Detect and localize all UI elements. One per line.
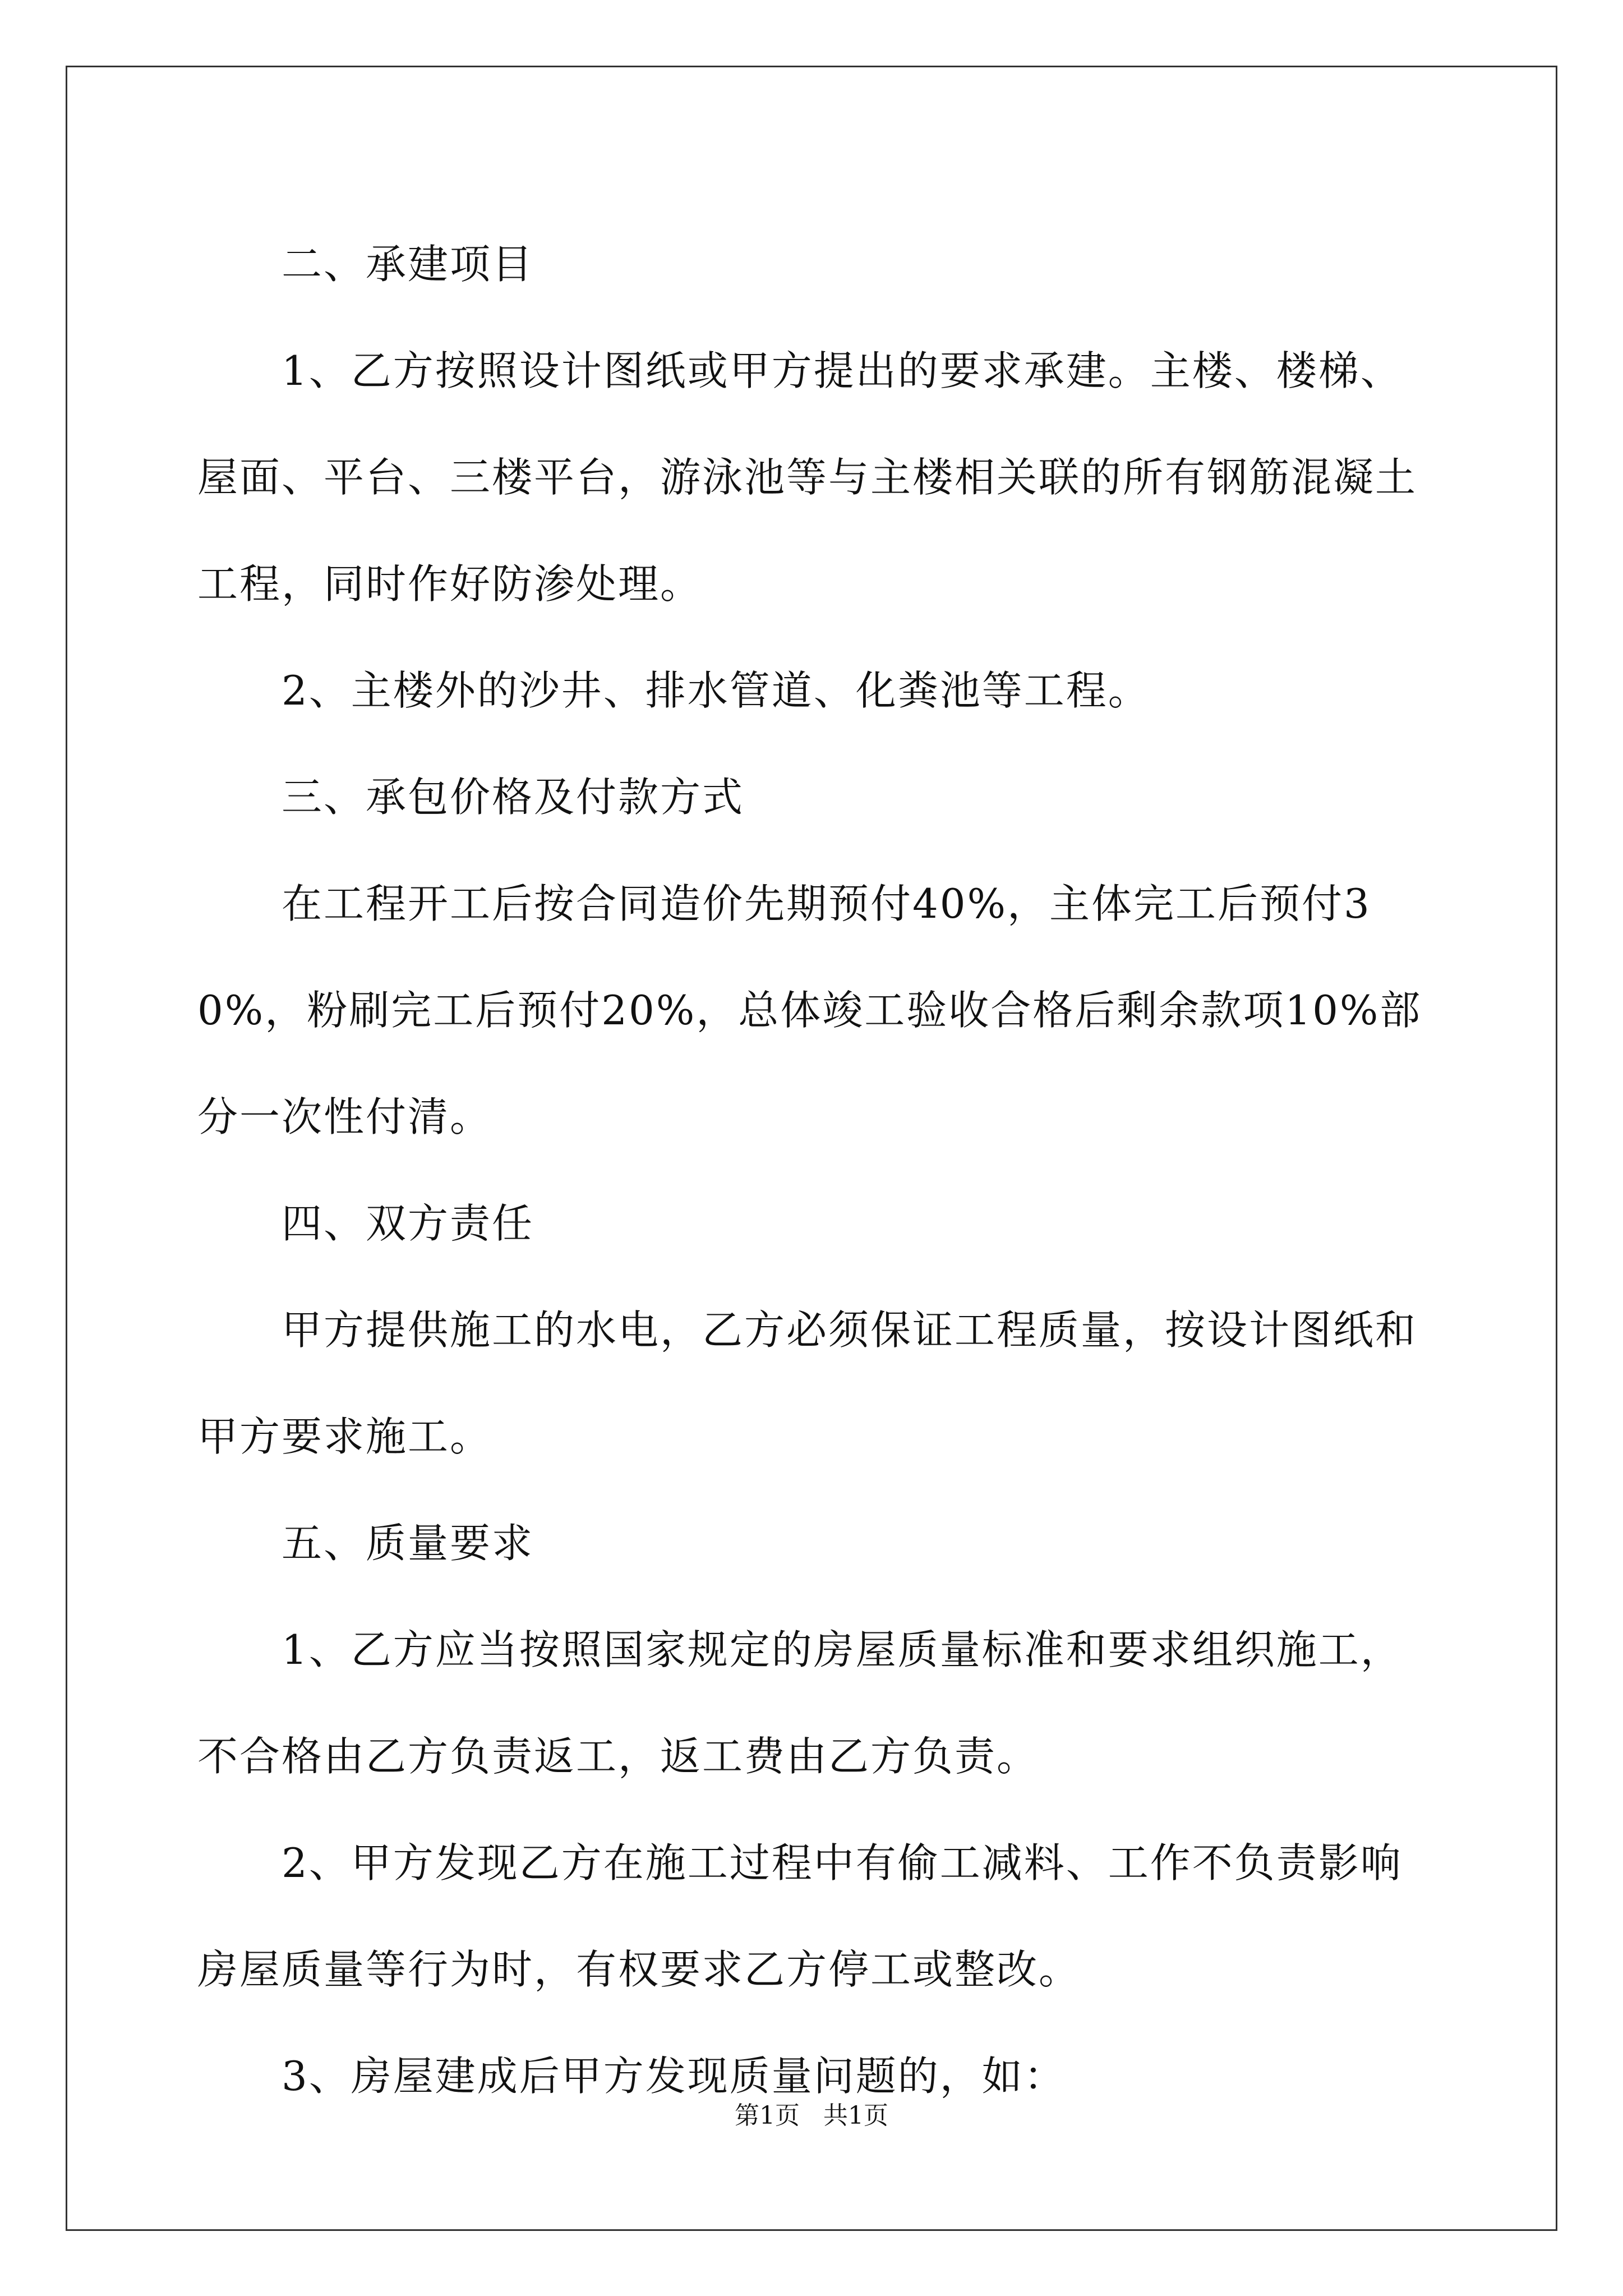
paragraph-responsibilities: 甲方提供施工的水电，乙方必须保证工程质量，按设计图纸和甲方要求施工。 bbox=[197, 1306, 1418, 1460]
paragraph-quality-item-2: 2、甲方发现乙方在施工过程中有偷工减料、工作不负责影响房屋质量等行为时，有权要求乙方停工或整改。 bbox=[197, 1839, 1403, 1993]
page-number-current: 第1页 bbox=[735, 2101, 800, 2130]
document-body bbox=[197, 211, 1431, 2129]
section-heading-construction-items: 二、承建项目 bbox=[282, 241, 534, 288]
paragraph-item-2-drainage: 2、主楼外的沙井、排水管道、化粪池等工程。 bbox=[282, 667, 1150, 714]
section-heading-quality: 五、质量要求 bbox=[282, 1520, 534, 1567]
page-number-total: 共1页 bbox=[823, 2101, 888, 2130]
section-heading-price-payment: 三、承包价格及付款方式 bbox=[282, 774, 745, 821]
section-heading-responsibilities: 四、双方责任 bbox=[282, 1200, 534, 1247]
paragraph-quality-item-3: 3、房屋建成后甲方发现质量问题的，如： bbox=[282, 2053, 1066, 2100]
paragraph-item-1-main-building: 1、乙方按照设计图纸或甲方提出的要求承建。主楼、楼梯、屋面、平台、三楼平台，游泳池等与主楼相关联的所有钢筋混凝土工程，同时作好防渗处理。 bbox=[197, 347, 1418, 608]
page-footer bbox=[0, 2099, 1623, 2133]
paragraph-payment-schedule: 在工程开工后按合同造价先期预付40%，主体完工后预付30%，粉刷完工后预付20%，总体竣工验收合格后剩余款项10%部分一次性付清。 bbox=[197, 880, 1422, 1140]
paragraph-quality-item-1: 1、乙方应当按照国家规定的房屋质量标准和要求组织施工，不合格由乙方负责返工，返工费由乙方负责。 bbox=[197, 1626, 1403, 1780]
